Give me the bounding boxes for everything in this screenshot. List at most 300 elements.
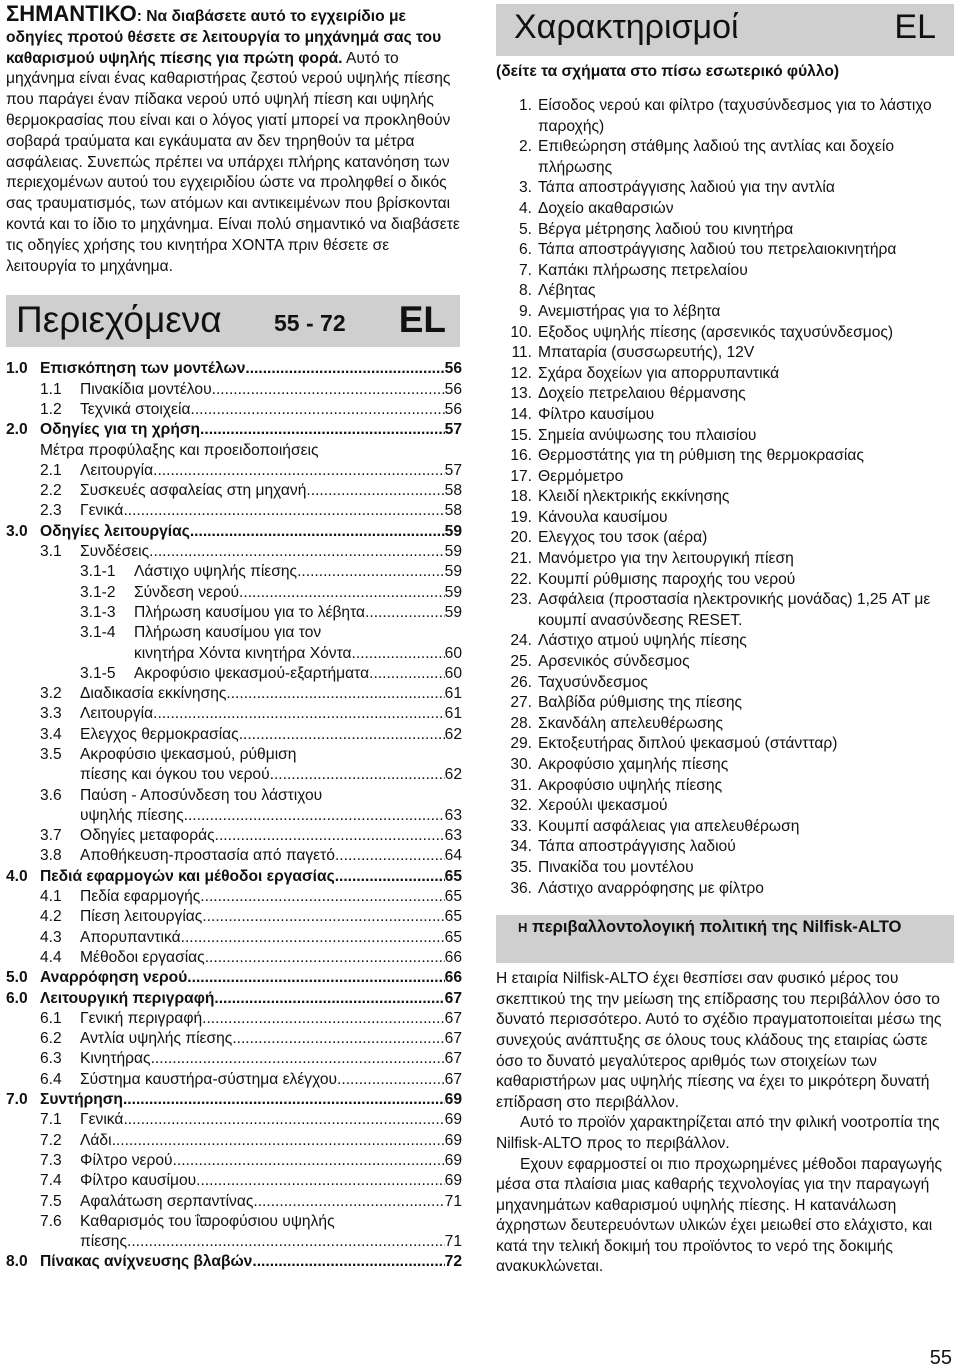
feature-number: 1.	[518, 97, 532, 114]
toc-page: 69	[444, 1111, 462, 1129]
toc-title: Καθαρισμός του ΐϖροφύσιου υψηλής	[80, 1212, 335, 1230]
toc-leader	[239, 725, 445, 745]
feature-item	[496, 570, 956, 591]
feature-text: Ελεγχος του τσοκ (αέρα)	[538, 529, 708, 547]
feature-number: 28.	[510, 714, 532, 732]
important-label: ΣΗΜΑΝΤΙΚΟ	[6, 1, 137, 26]
toc-page: 65	[444, 888, 462, 906]
toc-row	[6, 846, 462, 866]
toc-title: Σύστημα καυστήρα-σύστημα ελέγχου	[80, 1070, 338, 1088]
toc-page: 66	[444, 969, 462, 987]
toc-leader	[365, 603, 445, 623]
toc-title: Πίεση λειτουργίας	[80, 908, 203, 926]
toc-page: 63	[444, 806, 462, 824]
toc-header	[6, 295, 460, 347]
feature-number: 17.	[510, 467, 532, 485]
feature-text: Χερούλι ψεκασμού	[538, 797, 668, 815]
toc-number: 5.0	[6, 969, 28, 987]
feature-text: Δοχείο ακαθαρσιών	[538, 199, 674, 217]
toc-title: Οδηγίες για τη χρήση	[40, 421, 201, 439]
toc-page: 63	[444, 827, 462, 845]
toc-row	[6, 887, 462, 907]
feature-text: Τάπα αποστράγγισης λαδιού για την αντλία	[538, 179, 835, 197]
feature-text: Λάστιχο ατμού υψηλής πίεσης	[538, 632, 747, 650]
feature-item	[496, 590, 956, 631]
feature-item	[496, 405, 956, 426]
toc-title: Αντλία υψηλής πίεσης	[80, 1030, 233, 1048]
feature-number: 13.	[510, 385, 532, 403]
toc-title: Πινακίδια μοντέλου	[80, 380, 212, 398]
toc-row	[6, 623, 462, 643]
feature-item	[496, 364, 956, 385]
toc-page: 62	[444, 766, 462, 784]
toc-number: 7.6	[40, 1212, 62, 1230]
feature-number: 3.	[518, 179, 532, 197]
toc-number: 4.3	[40, 928, 62, 946]
feature-number: 23.	[510, 591, 532, 609]
toc-title: Κινητήρας	[80, 1050, 151, 1068]
feature-number: 29.	[510, 735, 532, 753]
toc-title: Ελεγχος θερμοκρασίας	[80, 725, 239, 743]
feature-item	[496, 858, 956, 879]
toc-row	[6, 1009, 462, 1029]
toc-title: Αναρρόφηση νερού	[40, 969, 188, 987]
env-text	[496, 969, 956, 1278]
toc-title: Πεδιά εφαρμογών και μέθοδοι εργασίας	[40, 867, 335, 885]
left-column	[6, 0, 462, 1273]
toc-leader	[153, 461, 445, 481]
feature-item	[496, 817, 956, 838]
toc-leader	[123, 1090, 445, 1110]
toc-row	[6, 968, 462, 988]
toc-page: 65	[444, 867, 462, 885]
toc-leader	[190, 522, 445, 542]
feature-number: 27.	[510, 694, 532, 712]
toc-row	[6, 786, 462, 806]
feature-number: 12.	[510, 364, 532, 382]
toc-leader	[335, 846, 445, 866]
toc-number: 7.2	[40, 1131, 62, 1149]
toc-leader	[270, 765, 445, 785]
feature-item	[496, 220, 956, 241]
toc-leader	[187, 968, 444, 988]
feature-item	[496, 734, 956, 755]
toc-title: πίεσης και όγκου του νερού	[80, 766, 270, 784]
toc-row	[6, 644, 462, 664]
feature-number: 16.	[510, 447, 532, 465]
feature-number: 32.	[510, 797, 532, 815]
toc-title: Σύνδεση νερού	[134, 583, 240, 601]
toc-number: 2.1	[40, 461, 62, 479]
feature-text: Σημεία ανύψωσης του πλαισίου	[538, 426, 757, 444]
toc-number: 3.1-4	[80, 624, 116, 642]
toc-title: Πίνακας ανίχνευσης βλαβών	[40, 1253, 253, 1271]
toc-title: Συσκευές ασφαλείας στη μηχανή	[80, 482, 307, 500]
feature-item	[496, 693, 956, 714]
feature-text: Φίλτρο καυσίμου	[538, 405, 655, 423]
toc-number: 7.0	[6, 1091, 28, 1109]
feature-text: Κλειδί ηλεκτρικής εκκίνησης	[538, 488, 730, 506]
toc-row	[6, 928, 462, 948]
toc-leader	[202, 907, 444, 927]
toc-leader	[239, 583, 445, 603]
toc-page: 72	[444, 1253, 462, 1271]
feature-text: Θερμόμετρο	[538, 467, 624, 485]
feature-number: 18.	[510, 488, 532, 506]
toc-page: 69	[444, 1131, 462, 1149]
toc-number: 4.0	[6, 867, 28, 885]
toc-leader	[212, 380, 445, 400]
feature-text: Είσοδος νερού και φίλτρο (ταχυσύνδεσμος για το λάστιχο παροχής)	[538, 97, 932, 135]
feature-number: 5.	[518, 220, 532, 238]
toc-page: 67	[444, 1030, 462, 1048]
feature-text: Εκτοξευτήρας διπλού ψεκασμού (στάντταρ)	[538, 735, 838, 753]
feature-text: Θερμοστάτης για τη ρύθμιση της θερμοκρασίας	[538, 447, 864, 465]
toc-number: 3.1-3	[80, 603, 116, 621]
toc-title: Λάδι	[80, 1131, 112, 1149]
toc-leader	[337, 1070, 445, 1090]
toc-leader	[123, 501, 444, 521]
toc-leader	[190, 400, 444, 420]
toc-leader	[297, 562, 445, 582]
feature-number: 21.	[510, 550, 532, 568]
toc-page: 66	[444, 948, 462, 966]
toc-page: 59	[444, 583, 462, 601]
toc-row	[6, 501, 462, 521]
toc-row	[6, 1171, 462, 1191]
toc-title: υψηλής πίεσης	[80, 806, 184, 824]
toc-page: 56	[444, 360, 462, 378]
feature-text: Μανόμετρο για την λειτουργική πίεση	[538, 550, 794, 568]
toc-leader	[202, 1009, 445, 1029]
feature-text: Βέργα μέτρησης λαδιού του κινητήρα	[538, 220, 794, 238]
toc-row	[6, 1232, 462, 1252]
toc-page: 67	[444, 1070, 462, 1088]
feature-text: Σχάρα δοχείων για απορρυπαντικά	[538, 364, 780, 382]
env-paragraph: Η εταιρία Nilfisk-ALTO έχει θεσπίσει σαν φυσικό μέρος του σκεπτικού της την μείωση της επίδρασης του περιβάλλον όσο το δυνατό περισσότερο. Αυτό το σχέδιο πραγματοποιείται μέσω της συνεχούς ανάπτυξης σε όλους τους κλάδους της εταιρίας ώστε όσο το δυνατό μεγαλύτερος αριθμός των στοιχείων των καθαριστήρων μας υψηλής πίεσης να έχει το μικρότερη δυνατή επίδραση στο περιβάλλον.	[496, 970, 942, 1111]
toc-page: 57	[444, 461, 462, 479]
feature-item	[496, 240, 956, 261]
toc-number: 3.1-1	[80, 563, 116, 581]
toc-number: 6.4	[40, 1070, 62, 1088]
toc-row	[6, 806, 462, 826]
toc-title: Τεχνικά στοιχεία	[80, 400, 191, 418]
toc-leader	[181, 928, 445, 948]
toc-row	[6, 1151, 462, 1171]
toc-row	[6, 441, 462, 461]
toc-title: Γενικά	[80, 502, 124, 520]
toc-row	[6, 481, 462, 501]
toc-number: 3.0	[6, 522, 28, 540]
important-lead: : Να διαβάσετε αυτό το εγχειρίδιο με οδηγίες προτού θέσετε σε λειτουργία το μηχάνημά σας του καθαρισμού υψηλής πίεσης για πρώτη φορά.	[6, 8, 442, 67]
feature-item	[496, 178, 956, 199]
toc-page: 61	[444, 685, 462, 703]
toc-title: Οδηγίες μεταφοράς	[80, 827, 215, 845]
toc-row	[6, 1070, 462, 1090]
toc-title: Φίλτρο νερού	[80, 1151, 173, 1169]
feature-number: 31.	[510, 776, 532, 794]
important-notice	[6, 1, 462, 277]
toc-row	[6, 826, 462, 846]
feature-number: 2.	[518, 138, 532, 156]
feature-number: 10.	[510, 323, 532, 341]
feature-item	[496, 199, 956, 220]
feature-text: Κάνουλα καυσίμου	[538, 508, 668, 526]
toc-number: 2.3	[40, 502, 62, 520]
toc-title: Φίλτρο καυσίμου	[80, 1172, 197, 1190]
feature-item	[496, 837, 956, 858]
feature-text: Εξοδος υψηλής πίεσης (αρσενικός ταχυσύνδεσμος)	[538, 323, 894, 341]
toc-row	[6, 765, 462, 785]
toc-leader	[245, 359, 444, 379]
toc-number: 3.6	[40, 786, 62, 804]
feature-text: Κουμπί ρύθμισης παροχής του νερού	[538, 570, 796, 588]
toc-number: 2.2	[40, 482, 62, 500]
toc-title: Ακροφύσιο ψεκασμού, ρύθμιση	[80, 746, 297, 763]
toc-row	[6, 1131, 462, 1151]
feature-text: Μπαταρία (συσσωρευτής), 12V	[538, 344, 755, 362]
toc-title: Επισκόπηση των μοντέλων	[40, 360, 246, 378]
page-number: 55	[929, 1347, 952, 1369]
toc-page: 58	[444, 502, 462, 520]
feature-item	[496, 776, 956, 797]
feature-item	[496, 631, 956, 652]
toc-leader	[253, 1192, 444, 1212]
feature-number: 4.	[518, 199, 532, 217]
toc-number: 3.4	[40, 725, 62, 743]
toc-page: 59	[444, 543, 462, 561]
toc-leader	[196, 1171, 444, 1191]
feature-item	[496, 879, 956, 900]
toc-page: 69	[444, 1172, 462, 1190]
feature-item	[496, 755, 956, 776]
toc-number: 1.1	[40, 380, 62, 398]
toc-leader	[252, 1252, 444, 1272]
feature-text: Ασφάλεια (προστασία ηλεκτρονικής μονάδας) 1,25 AT με κουμπί ανασύνδεσης RESET.	[538, 591, 931, 629]
feature-item	[496, 714, 956, 735]
toc-leader	[306, 481, 444, 501]
features-header	[496, 4, 954, 56]
feature-item	[496, 549, 956, 570]
toc-title: Απορυπαντικά	[80, 928, 181, 946]
feature-text: Αρσενικός σύνδεσμος	[538, 653, 690, 671]
toc-number: 3.7	[40, 827, 62, 845]
toc-number: 3.8	[40, 847, 62, 865]
toc-page: 56	[444, 400, 462, 418]
toc-number: 6.2	[40, 1030, 62, 1048]
feature-text: Κουμπί ασφάλειας για απελευθέρωση	[538, 817, 800, 835]
toc-page: 60	[444, 644, 462, 662]
toc-page: 69	[444, 1151, 462, 1169]
toc-row	[6, 380, 462, 400]
toc-leader	[184, 806, 445, 826]
toc-row	[6, 562, 462, 582]
feature-text: Δοχείο πετρελαιου θέρμανσης	[538, 385, 746, 403]
toc-number: 3.2	[40, 685, 62, 703]
toc-row	[6, 1110, 462, 1130]
toc-title: Πλήρωση καυσίμου για τον	[134, 624, 322, 642]
toc-title: κινητήρα Χόντα κινητήρα Χόντα	[134, 644, 352, 662]
toc-number: 1.0	[6, 360, 28, 378]
toc-number: 6.0	[6, 989, 28, 1007]
toc-page: 56	[444, 380, 462, 398]
feature-item	[496, 796, 956, 817]
toc-row	[6, 684, 462, 704]
feature-number: 6.	[518, 241, 532, 259]
toc-title: Πλήρωση καυσίμου για το λέβητα	[134, 603, 366, 621]
feature-text: Καπάκι πλήρωσης πετρελαίου	[538, 261, 748, 279]
toc-page: 71	[444, 1192, 462, 1210]
feature-item	[496, 528, 956, 549]
feature-number: 20.	[510, 529, 532, 547]
toc-number: 3.1	[40, 543, 62, 561]
toc-page: 65	[444, 928, 462, 946]
toc-row	[6, 1049, 462, 1069]
toc-title: Λάστιχο υψηλής πίεσης	[134, 563, 298, 581]
feature-item	[496, 446, 956, 467]
toc-page: 62	[444, 725, 462, 743]
toc-title: Λειτουργία	[80, 705, 154, 723]
toc-pages: 55 - 72	[274, 310, 346, 337]
toc-row	[6, 603, 462, 623]
feature-text: Πινακίδα του μοντέλου	[538, 858, 694, 876]
env-title-prefix: Η	[518, 920, 528, 936]
toc-title: Γενική περιγραφή	[80, 1009, 203, 1027]
toc-number: 8.0	[6, 1253, 28, 1271]
toc-row	[6, 522, 462, 542]
feature-number: 15.	[510, 426, 532, 444]
toc-number: 7.5	[40, 1192, 62, 1210]
toc-leader	[127, 1232, 445, 1252]
toc-row	[6, 1029, 462, 1049]
toc-leader	[151, 1049, 445, 1069]
toc-row	[6, 704, 462, 724]
env-title: περιβαλλοντολογική πολιτική της Nilfisk-ALTO	[532, 917, 902, 937]
toc-title: Περιεχόμενα	[16, 299, 222, 341]
toc-row	[6, 725, 462, 745]
toc-leader	[205, 948, 445, 968]
toc-number: 3.1-2	[80, 583, 116, 601]
features-lang: EL	[894, 8, 936, 46]
feature-number: 7.	[518, 261, 532, 279]
toc-leader	[200, 420, 445, 440]
toc-number: 3.5	[40, 746, 62, 763]
toc-row	[6, 583, 462, 603]
feature-text: Ακροφύσιο υψηλής πίεσης	[538, 776, 723, 794]
toc-page: 59	[444, 522, 462, 540]
features-subtitle: (δείτε τα σχήματα στο πίσω εσωτερικό φύλλο)	[496, 63, 840, 80]
feature-number: 22.	[510, 570, 532, 588]
feature-number: 26.	[510, 673, 532, 691]
feature-item	[496, 137, 956, 178]
toc-row	[6, 867, 462, 887]
toc-title: Οδηγίες λειτουργίας	[40, 522, 190, 540]
toc-page: 58	[444, 482, 462, 500]
toc-title: Λειτουργική περιγραφή	[40, 989, 215, 1007]
toc-page: 57	[444, 421, 462, 439]
toc-title: Λειτουργία	[80, 461, 154, 479]
feature-text: Επιθεώρηση στάθμης λαδιού της αντλίας και δοχείο πλήρωσης	[538, 138, 895, 176]
feature-item	[496, 96, 956, 137]
toc-leader	[173, 1151, 445, 1171]
feature-number: 30.	[510, 756, 532, 773]
toc-row	[6, 989, 462, 1009]
toc-title: Αφαλάτωση σερπαντίνας	[80, 1192, 254, 1210]
right-column	[496, 0, 956, 1278]
features-title: Χαρακτηρισμοί	[514, 8, 739, 46]
toc-page: 60	[444, 664, 462, 682]
toc-row	[6, 664, 462, 684]
feature-text: Λέβητας	[538, 282, 596, 300]
toc-page: 59	[444, 563, 462, 581]
toc-title: Συντήρηση	[40, 1091, 123, 1109]
feature-number: 33.	[510, 817, 532, 835]
toc-title: Ακροφύσιο ψεκασμού-εξαρτήματα	[134, 664, 370, 682]
feature-item	[496, 302, 956, 323]
toc-leader	[112, 1131, 445, 1151]
toc-number: 7.4	[40, 1172, 62, 1190]
feature-item	[496, 426, 956, 447]
toc-row	[6, 420, 462, 440]
feature-number: 19.	[510, 508, 532, 526]
feature-number: 24.	[510, 632, 532, 650]
toc-page: 65	[444, 908, 462, 926]
toc-leader	[200, 887, 444, 907]
toc-row	[6, 1212, 462, 1232]
toc-leader	[123, 1110, 444, 1130]
feature-text: Τάπα αποστράγγισης λαδιού	[538, 838, 736, 856]
feature-item	[496, 384, 956, 405]
feature-number: 36.	[510, 879, 532, 897]
toc-leader	[214, 989, 444, 1009]
feature-text: Τάπα αποστράγγισης λαδιού του πετρελαιοκινητήρα	[538, 241, 897, 259]
toc-number: 6.3	[40, 1050, 62, 1068]
toc-leader	[149, 542, 444, 562]
feature-text: Ακροφύσιο χαμηλής πίεσης	[538, 756, 729, 773]
toc-leader	[352, 644, 445, 664]
feature-item	[496, 281, 956, 302]
feature-item	[496, 343, 956, 364]
feature-number: 11.	[511, 344, 532, 362]
toc-number: 7.1	[40, 1111, 62, 1129]
toc-leader	[232, 1029, 444, 1049]
toc-title: Μέτρα προφύλαξης και προειδοποιήσεις	[40, 441, 319, 459]
toc-row	[6, 359, 462, 379]
toc-leader	[153, 704, 445, 724]
toc-page: 67	[444, 1050, 462, 1068]
feature-item	[496, 467, 956, 488]
toc-number: 3.3	[40, 705, 62, 723]
toc-number: 4.1	[40, 888, 62, 906]
feature-item	[496, 323, 956, 344]
toc-number: 4.2	[40, 908, 62, 926]
feature-number: 25.	[510, 653, 532, 671]
feature-item	[496, 487, 956, 508]
toc-row	[6, 745, 462, 765]
toc-row	[6, 461, 462, 481]
toc-number: 7.3	[40, 1151, 62, 1169]
toc-page: 71	[444, 1233, 462, 1251]
toc-row	[6, 1192, 462, 1212]
toc-title: Γενικά	[80, 1111, 124, 1129]
toc-title: Διαδικασία εκκίνησης	[80, 685, 227, 703]
feature-number: 9.	[518, 302, 532, 320]
toc-page: 59	[444, 603, 462, 621]
toc-row	[6, 542, 462, 562]
toc-title: Αποθήκευση-προστασία από παγετό	[80, 847, 335, 865]
toc-leader	[226, 684, 444, 704]
toc-number: 2.0	[6, 421, 28, 439]
